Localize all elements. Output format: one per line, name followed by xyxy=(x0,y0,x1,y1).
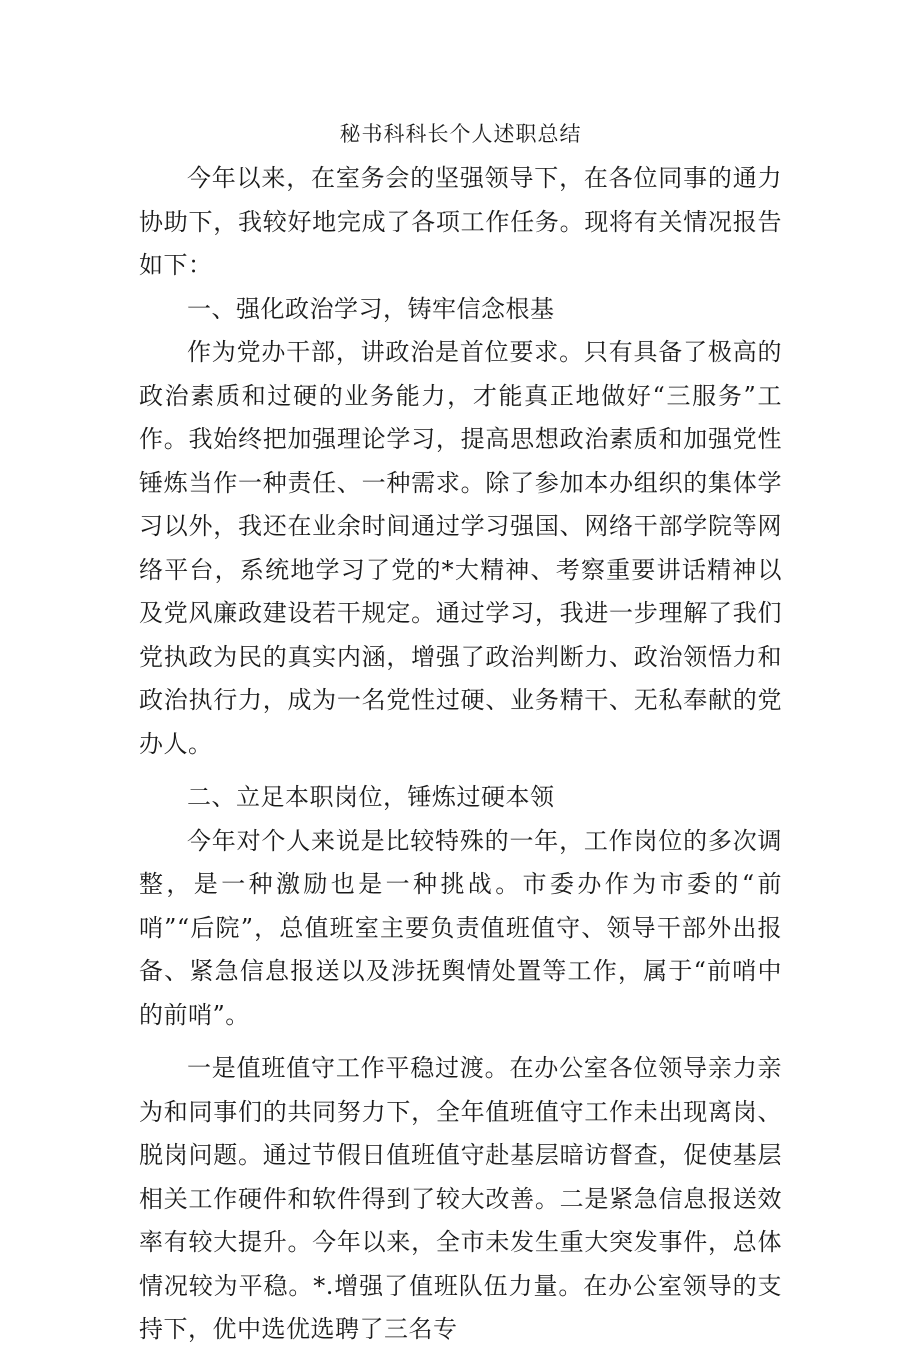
intro-paragraph: 今年以来，在室务会的坚强领导下，在各位同事的通力协助下，我较好地完成了各项工作任务。现将有关情况报告如下： xyxy=(139,164,782,279)
section-heading-2: 二、立足本职岗位，锤炼过硬本领 xyxy=(187,783,555,811)
body-paragraph-political-study: 作为党办干部，讲政治是首位要求。只有具备了极高的政治素质和过硬的业务能力，才能真正地做好“三服务”工作。我始终把加强理论学习，提高思想政治素质和加强党性锤炼当作一种责任、一种需求。除了参加本办组织的集体学习以外，我还在业余时间通过学习强国、网络干部学院等网络平台，系统地学习了党的*大精神、考察重要讲话精神以及党风廉政建设若干规定。通过学习，我进一步理解了我们党执政为民的真实内涵，增强了政治判断力、政治领悟力和政治执行力，成为一名党性过硬、业务精干、无私奉献的党办人。 xyxy=(139,338,782,758)
document-page xyxy=(139,112,782,1352)
section-heading-1: 一、强化政治学习，铸牢信念根基 xyxy=(187,294,555,323)
body-paragraph-post-duty: 今年对个人来说是比较特殊的一年，工作岗位的多次调整，是一种激励也是一种挑战。市委办作为市委的“前哨”“后院”，总值班室主要负责值班值守、领导干部外出报备、紧急信息报送以及涉抚舆情处置等工作，属于“前哨中的前哨”。 xyxy=(139,826,782,1029)
body-paragraph-duty-work: 一是值班值守工作平稳过渡。在办公室各位领导亲力亲为和同事们的共同努力下，全年值班值守工作未出现离岗、脱岗问题。通过节假日值班值守赴基层暗访督查，促使基层相关工作硬件和软件得到了较大改善。二是紧急信息报送效率有较大提升。今年以来，全市未发生重大突发事件，总体情况较为平稳。*.增强了值班队伍力量。在办公室领导的支持下，优中选优选聘了三名专 xyxy=(139,1054,782,1343)
document-title: 秘书科科长个人述职总结 xyxy=(339,122,582,146)
